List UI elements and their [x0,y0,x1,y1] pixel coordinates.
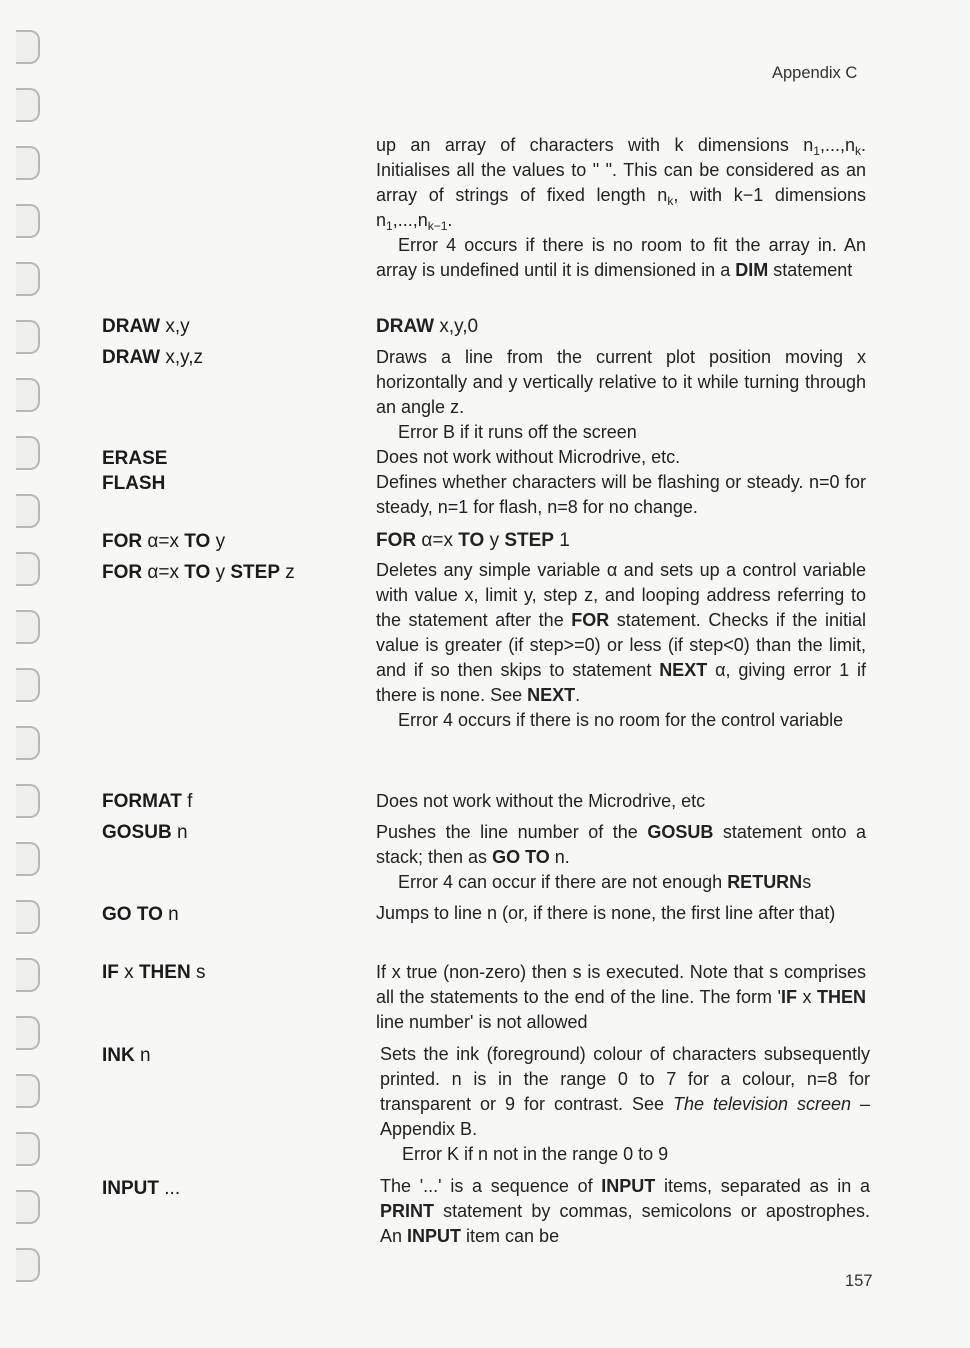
label-input: INPUT ... [102,1178,181,1199]
label-for-to-step: FOR α=x TO y STEP z [102,562,295,583]
input-description: The '...' is a sequence of INPUT items, separated as in a PRINT statement by commas, semicolons or apostrophes. An INPUT item can be [380,1176,870,1246]
label-format: FORMAT f [102,791,193,812]
label-draw-xy: DRAW x,y [102,316,190,337]
gosub-description: Pushes the line number of the GOSUB statement onto a stack; then as GO TO n. Error 4 can occur if there are not enough RETURNs [376,822,866,892]
goto-description: Jumps to line n (or, if there is none, the first line after that) [376,903,836,923]
label-go-to: GO TO n [102,904,179,925]
ink-description: Sets the ink (foreground) colour of characters subsequently printed. n is in the range 0 to 7 for a colour, n=8 for transparent or 9 for contrast. See The television screen – Appendix B. Error K if n not in the range 0 to 9 [380,1044,870,1164]
dim-description: up an array of characters with k dimensions $n_1,...,n_k$. Initialises all the values to " ". This can be considered as an array of strings of fixed length $n_k$, with k−1 dimensions $n_1,...,n_{k-1}$. Error 4 occurs if there is no room to fit the array in. An array is undefined until it is dimensioned in a DIM statement [376,135,866,280]
label-gosub: GOSUB n [102,822,188,843]
flash-description: Defines whether characters will be flashing or steady. n=0 for steady, n=1 for flash, n=8 for no change. [376,472,866,517]
draw-arc-syntax: DRAW x,y,0 [376,316,479,337]
page-number: 157 [845,1272,873,1290]
spiral-binding [0,0,60,1348]
label-for-to: FOR α=x TO y [102,531,226,552]
for-description: Deletes any simple variable α and sets up a control variable with value x, limit y, step z, and looping address referring to the statement after the FOR statement. Checks if the initial value is greater (if step>=0) or less (if step<0) than the limit, and if so then skips to statement NEXT α, giving error 1 if there is none. See NEXT. Error 4 occurs if there is no room for the control variable [376,560,866,730]
label-if-then: IF x THEN s [102,962,206,983]
label-flash: FLASH [102,473,166,494]
label-ink: INK n [102,1045,151,1066]
format-description: Does not work without the Microdrive, etc [376,791,706,811]
label-draw-xyz: DRAW x,y,z [102,347,203,368]
draw-description: Draws a line from the current plot position moving x horizontally and y vertically relative to it while turning through an angle z. Error B if it runs off the screen [376,347,866,442]
for-step-syntax: FOR α=x TO y STEP 1 [376,530,570,551]
erase-description: Does not work without Microdrive, etc. [376,447,681,467]
if-description: If x true (non-zero) then s is executed. Note that s comprises all the statements to the end of the line. The form 'IF x THEN line number' is not allowed [376,962,866,1032]
label-erase: ERASE [102,448,168,469]
running-header: Appendix C [772,64,858,82]
